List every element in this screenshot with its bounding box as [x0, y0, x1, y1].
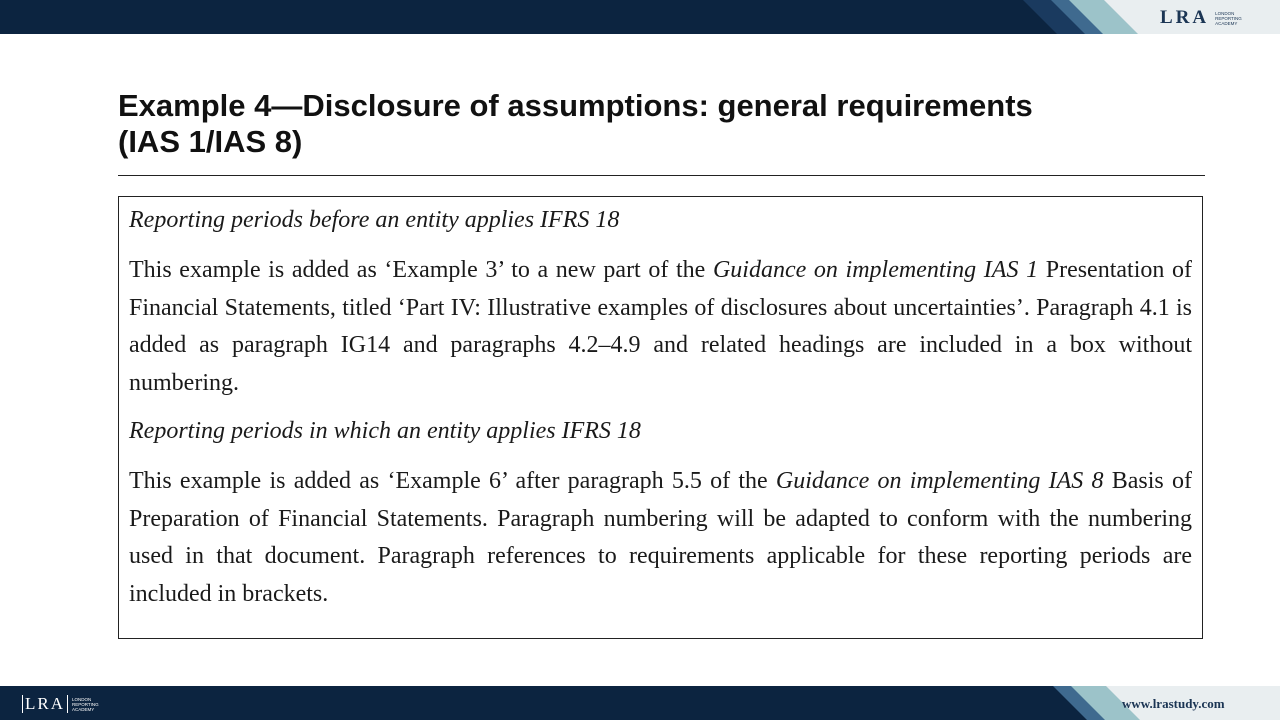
content-box — [118, 196, 1203, 639]
footer-banner — [0, 686, 1280, 720]
title-divider — [118, 175, 1205, 176]
slide-title-line2: (IAS 1/IAS 8) — [118, 124, 303, 159]
logo-subtitle: LONDON REPORTING ACADEMY — [1215, 10, 1242, 26]
paragraph-text: This example is added as ‘Example 3’ to a new part of the — [129, 257, 713, 283]
paragraph-text: Presentation of Financial Statements, titled ‘Part IV: Illustrative examples of disclosures about uncertainties’. Paragraph 4.1 is added as paragraph IG14 and paragraphs 4.2–4.9 and related headings are included in a box without numbering. — [129, 257, 1192, 396]
paragraph-text: Basis of Preparation of Financial Statements. Paragraph numbering will be adapted to conform with the numbering used in that document. Paragraph references to requirements applicable for these reporting periods are included in brackets. — [129, 468, 1192, 607]
slide-title-line1: Example 4—Disclosure of assumptions: general requirements — [118, 88, 1033, 123]
slide-title — [118, 88, 1178, 160]
header-logo — [1160, 6, 1255, 30]
website-link[interactable]: www.lrastudy.com — [1122, 696, 1225, 711]
section-heading-before-ifrs18: Reporting periods before an entity applies IFRS 18 — [129, 207, 620, 233]
paragraph-applies-ifrs18 — [129, 463, 1192, 613]
top-banner — [0, 0, 1280, 34]
logo-mark: LRA — [1160, 7, 1210, 28]
paragraph-emphasis: Guidance on implementing IAS 1 — [712, 257, 1039, 283]
paragraph-before-ifrs18 — [129, 252, 1192, 402]
paragraph-emphasis: Guidance on implementing IAS 8 — [775, 468, 1104, 494]
footer-logo-subtitle: LONDON REPORTING ACADEMY — [72, 696, 99, 712]
footer-logo — [22, 693, 106, 715]
footer-logo-mark: LRA — [22, 695, 68, 713]
section-heading-applies-ifrs18: Reporting periods in which an entity applies IFRS 18 — [129, 418, 641, 444]
paragraph-text: This example is added as ‘Example 6’ after paragraph 5.5 of the — [129, 468, 776, 494]
